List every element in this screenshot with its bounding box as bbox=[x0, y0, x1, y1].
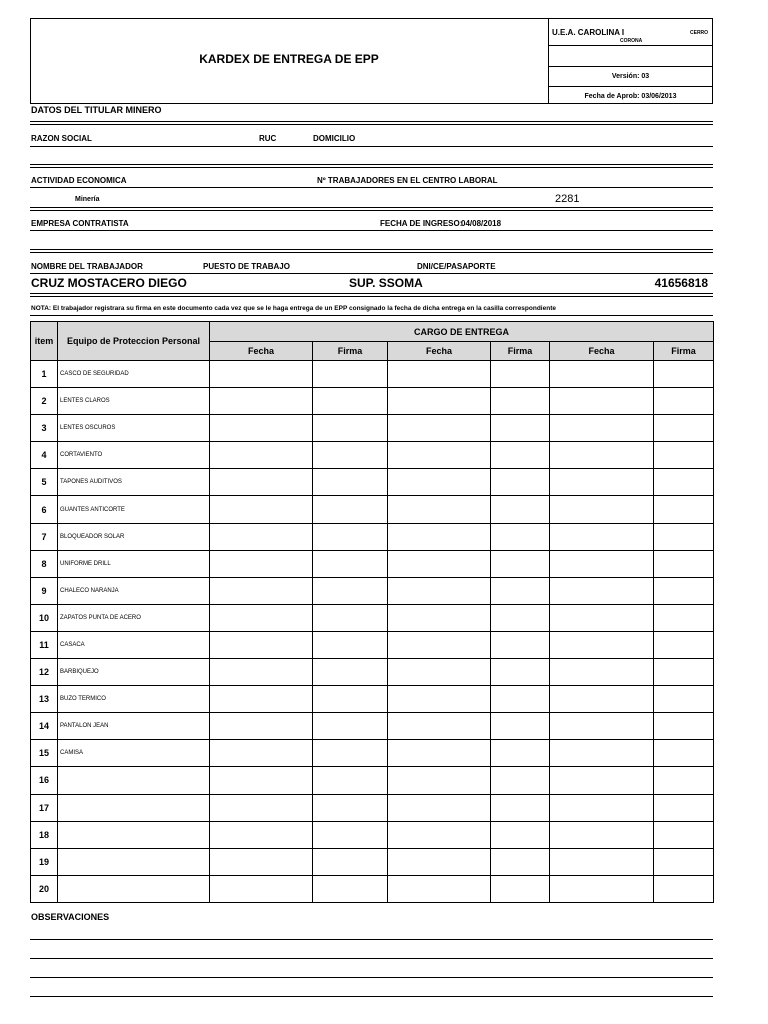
nombre-trabajador-value: CRUZ MOSTACERO DIEGO bbox=[31, 276, 187, 290]
fecha-cell[interactable] bbox=[388, 740, 491, 767]
fecha-cell[interactable] bbox=[550, 361, 654, 388]
firma-cell[interactable] bbox=[313, 821, 388, 848]
header-divider bbox=[548, 18, 549, 104]
item-number: 18 bbox=[31, 821, 58, 848]
fecha-cell[interactable] bbox=[388, 848, 491, 875]
fecha-cell[interactable] bbox=[388, 631, 491, 658]
puesto-trabajo-value: SUP. SSOMA bbox=[349, 276, 423, 290]
firma-cell[interactable] bbox=[313, 767, 388, 794]
item-number: 5 bbox=[31, 469, 58, 496]
item-number: 3 bbox=[31, 415, 58, 442]
divider bbox=[30, 296, 713, 297]
firma-cell[interactable] bbox=[654, 848, 714, 875]
divider bbox=[30, 187, 713, 188]
firma-cell[interactable] bbox=[491, 388, 550, 415]
dni-value: 41656818 bbox=[654, 276, 708, 290]
firma-cell[interactable] bbox=[654, 821, 714, 848]
fecha-cell[interactable] bbox=[550, 523, 654, 550]
divider bbox=[30, 249, 713, 250]
firma-cell[interactable] bbox=[491, 577, 550, 604]
table-row bbox=[31, 523, 714, 550]
fecha-cell[interactable] bbox=[550, 415, 654, 442]
equipo-name bbox=[58, 767, 210, 794]
fecha-cell[interactable] bbox=[550, 442, 654, 469]
fecha-cell[interactable] bbox=[388, 442, 491, 469]
firma-cell[interactable] bbox=[313, 550, 388, 577]
firma-cell[interactable] bbox=[654, 767, 714, 794]
fecha-cell[interactable] bbox=[550, 631, 654, 658]
fecha-cell[interactable] bbox=[388, 469, 491, 496]
firma-cell[interactable] bbox=[654, 875, 714, 902]
firma-cell[interactable] bbox=[313, 604, 388, 631]
firma-cell[interactable] bbox=[654, 604, 714, 631]
form-title: KARDEX DE ENTREGA DE EPP bbox=[199, 52, 379, 66]
equipo-name: CASACA bbox=[58, 631, 210, 658]
fecha-cell[interactable] bbox=[210, 631, 313, 658]
fecha-cell[interactable] bbox=[388, 361, 491, 388]
divider bbox=[30, 167, 713, 168]
fecha-cell[interactable] bbox=[550, 821, 654, 848]
fecha-cell[interactable] bbox=[210, 686, 313, 713]
fecha-cell[interactable] bbox=[210, 496, 313, 523]
col-fecha-header: Fecha bbox=[210, 342, 313, 361]
table-row bbox=[31, 713, 714, 740]
fecha-cell[interactable] bbox=[550, 767, 654, 794]
nota-text: NOTA: El trabajador registrara su firma en este documento cada vez que se le haga entrega de un EPP consignado la fecha de dicha entrega en la casilla correspondiente bbox=[31, 305, 556, 312]
fecha-cell[interactable] bbox=[550, 713, 654, 740]
equipo-name: LENTES CLAROS bbox=[58, 388, 210, 415]
empresa-contratista-label: EMPRESA CONTRATISTA bbox=[31, 219, 129, 228]
col-fecha-header: Fecha bbox=[550, 342, 654, 361]
firma-cell[interactable] bbox=[491, 848, 550, 875]
col-equipo-header: Equipo de Proteccion Personal bbox=[58, 322, 210, 361]
firma-cell[interactable] bbox=[491, 550, 550, 577]
firma-cell[interactable] bbox=[491, 523, 550, 550]
col-fecha-header: Fecha bbox=[388, 342, 491, 361]
equipo-name: UNIFORME DRILL bbox=[58, 550, 210, 577]
divider bbox=[30, 146, 713, 147]
fecha-cell[interactable] bbox=[388, 767, 491, 794]
equipo-name: GUANTES ANTICORTE bbox=[58, 496, 210, 523]
equipo-name: PANTALON JEAN bbox=[58, 713, 210, 740]
firma-cell[interactable] bbox=[654, 442, 714, 469]
equipo-name: BLOQUEADOR SOLAR bbox=[58, 523, 210, 550]
fecha-cell[interactable] bbox=[210, 577, 313, 604]
firma-cell[interactable] bbox=[313, 361, 388, 388]
item-number: 2 bbox=[31, 388, 58, 415]
fecha-cell[interactable] bbox=[388, 496, 491, 523]
item-number: 9 bbox=[31, 577, 58, 604]
fecha-cell[interactable] bbox=[550, 469, 654, 496]
equipo-name bbox=[58, 821, 210, 848]
firma-cell[interactable] bbox=[491, 496, 550, 523]
firma-cell[interactable] bbox=[313, 713, 388, 740]
firma-cell[interactable] bbox=[654, 469, 714, 496]
item-number: 14 bbox=[31, 713, 58, 740]
razon-social-label: RAZON SOCIAL bbox=[31, 134, 92, 143]
table-row bbox=[31, 767, 714, 794]
equipo-name: TAPONES AUDITIVOS bbox=[58, 469, 210, 496]
firma-cell[interactable] bbox=[491, 631, 550, 658]
firma-cell[interactable] bbox=[491, 713, 550, 740]
table-row bbox=[31, 415, 714, 442]
fecha-cell[interactable] bbox=[550, 604, 654, 631]
col-cargo-header: CARGO DE ENTREGA bbox=[210, 322, 714, 342]
fecha-cell[interactable] bbox=[550, 794, 654, 821]
header-divider-line bbox=[548, 86, 713, 87]
observaciones-line[interactable] bbox=[30, 939, 713, 940]
firma-cell[interactable] bbox=[491, 442, 550, 469]
fecha-cell[interactable] bbox=[210, 388, 313, 415]
n-trabajadores-value: 2281 bbox=[555, 193, 580, 205]
firma-cell[interactable] bbox=[313, 442, 388, 469]
fecha-cell[interactable] bbox=[550, 875, 654, 902]
fecha-cell[interactable] bbox=[210, 821, 313, 848]
domicilio-label: DOMICILIO bbox=[313, 134, 356, 143]
firma-cell[interactable] bbox=[654, 740, 714, 767]
divider bbox=[30, 315, 713, 316]
firma-cell[interactable] bbox=[491, 740, 550, 767]
fecha-cell[interactable] bbox=[550, 848, 654, 875]
firma-cell[interactable] bbox=[491, 469, 550, 496]
firma-cell[interactable] bbox=[313, 848, 388, 875]
fecha-cell[interactable] bbox=[388, 875, 491, 902]
table-row bbox=[31, 577, 714, 604]
uea-right-label: CERRO bbox=[690, 30, 709, 36]
fecha-cell[interactable] bbox=[210, 767, 313, 794]
firma-cell[interactable] bbox=[313, 388, 388, 415]
equipo-name bbox=[58, 848, 210, 875]
firma-cell[interactable] bbox=[313, 496, 388, 523]
firma-cell[interactable] bbox=[313, 469, 388, 496]
equipo-name: LENTES OSCUROS bbox=[58, 415, 210, 442]
item-number: 17 bbox=[31, 794, 58, 821]
fecha-ingreso-value: 04/08/2018 bbox=[461, 219, 502, 228]
firma-cell[interactable] bbox=[313, 577, 388, 604]
firma-cell[interactable] bbox=[654, 550, 714, 577]
fecha-ingreso-label: FECHA DE INGRESO: bbox=[380, 219, 463, 228]
table-row bbox=[31, 821, 714, 848]
fecha-cell[interactable] bbox=[388, 388, 491, 415]
fecha-cell[interactable] bbox=[210, 713, 313, 740]
fecha-cell[interactable] bbox=[550, 388, 654, 415]
item-number: 1 bbox=[31, 361, 58, 388]
firma-cell[interactable] bbox=[491, 361, 550, 388]
divider bbox=[30, 207, 713, 208]
equipo-name: BARBIQUEJO bbox=[58, 659, 210, 686]
item-number: 13 bbox=[31, 686, 58, 713]
fecha-cell[interactable] bbox=[210, 875, 313, 902]
fecha-cell[interactable] bbox=[210, 361, 313, 388]
table-row bbox=[31, 604, 714, 631]
item-number: 15 bbox=[31, 740, 58, 767]
divider bbox=[30, 252, 713, 253]
fecha-cell[interactable] bbox=[210, 604, 313, 631]
firma-cell[interactable] bbox=[313, 659, 388, 686]
fecha-cell[interactable] bbox=[210, 550, 313, 577]
fecha-cell[interactable] bbox=[550, 686, 654, 713]
fecha-cell[interactable] bbox=[210, 442, 313, 469]
item-number: 11 bbox=[31, 631, 58, 658]
firma-cell[interactable] bbox=[491, 875, 550, 902]
fecha-cell[interactable] bbox=[388, 550, 491, 577]
item-number: 19 bbox=[31, 848, 58, 875]
firma-cell[interactable] bbox=[654, 631, 714, 658]
observaciones-line[interactable] bbox=[30, 996, 713, 997]
equipo-name bbox=[58, 794, 210, 821]
item-number: 10 bbox=[31, 604, 58, 631]
table-row bbox=[31, 361, 714, 388]
table-row bbox=[31, 388, 714, 415]
col-firma-header: Firma bbox=[491, 342, 550, 361]
table-row bbox=[31, 740, 714, 767]
table-row bbox=[31, 686, 714, 713]
equipo-name bbox=[58, 875, 210, 902]
table-row bbox=[31, 442, 714, 469]
epp-table-body bbox=[31, 361, 714, 903]
actividad-value: Minería bbox=[75, 196, 100, 203]
table-row bbox=[31, 550, 714, 577]
observaciones-line[interactable] bbox=[30, 977, 713, 978]
firma-cell[interactable] bbox=[313, 740, 388, 767]
firma-cell[interactable] bbox=[491, 686, 550, 713]
firma-cell[interactable] bbox=[654, 713, 714, 740]
divider bbox=[30, 293, 713, 294]
divider bbox=[30, 164, 713, 165]
table-row bbox=[31, 794, 714, 821]
fecha-cell[interactable] bbox=[210, 740, 313, 767]
table-row bbox=[31, 631, 714, 658]
firma-cell[interactable] bbox=[491, 659, 550, 686]
header-divider-line bbox=[548, 45, 713, 46]
equipo-name: ZAPATOS PUNTA DE ACERO bbox=[58, 604, 210, 631]
equipo-name: BUZO TERMICO bbox=[58, 686, 210, 713]
fecha-cell[interactable] bbox=[388, 523, 491, 550]
divider bbox=[30, 121, 713, 122]
titular-section-label: DATOS DEL TITULAR MINERO bbox=[31, 105, 162, 115]
epp-table bbox=[30, 321, 714, 903]
firma-cell[interactable] bbox=[654, 388, 714, 415]
firma-cell[interactable] bbox=[654, 361, 714, 388]
fecha-cell[interactable] bbox=[210, 469, 313, 496]
observaciones-line[interactable] bbox=[30, 958, 713, 959]
divider bbox=[30, 230, 713, 231]
table-row bbox=[31, 875, 714, 902]
item-number: 8 bbox=[31, 550, 58, 577]
actividad-label: ACTIVIDAD ECONOMICA bbox=[31, 176, 127, 185]
item-number: 16 bbox=[31, 767, 58, 794]
fecha-cell[interactable] bbox=[210, 659, 313, 686]
table-row bbox=[31, 659, 714, 686]
table-row bbox=[31, 848, 714, 875]
divider bbox=[30, 124, 713, 125]
observaciones-label: OBSERVACIONES bbox=[31, 912, 110, 922]
col-firma-header: Firma bbox=[313, 342, 388, 361]
fecha-cell[interactable] bbox=[210, 523, 313, 550]
fecha-cell[interactable] bbox=[210, 415, 313, 442]
firma-cell[interactable] bbox=[491, 415, 550, 442]
equipo-name: CAMISA bbox=[58, 740, 210, 767]
table-row bbox=[31, 469, 714, 496]
fecha-cell[interactable] bbox=[550, 740, 654, 767]
fecha-cell[interactable] bbox=[388, 415, 491, 442]
firma-cell[interactable] bbox=[313, 794, 388, 821]
fecha-cell[interactable] bbox=[550, 550, 654, 577]
fecha-cell[interactable] bbox=[388, 794, 491, 821]
ruc-label: RUC bbox=[259, 134, 277, 143]
firma-cell[interactable] bbox=[313, 631, 388, 658]
item-number: 6 bbox=[31, 496, 58, 523]
col-item-header: item bbox=[31, 322, 58, 361]
equipo-name: CASCO DE SEGURIDAD bbox=[58, 361, 210, 388]
fecha-cell[interactable] bbox=[550, 659, 654, 686]
fecha-cell[interactable] bbox=[388, 821, 491, 848]
firma-cell[interactable] bbox=[491, 794, 550, 821]
fecha-cell[interactable] bbox=[210, 794, 313, 821]
firma-cell[interactable] bbox=[654, 686, 714, 713]
firma-cell[interactable] bbox=[313, 415, 388, 442]
uea-label: U.E.A. CAROLINA I bbox=[552, 28, 625, 37]
item-number: 4 bbox=[31, 442, 58, 469]
fecha-cell[interactable] bbox=[388, 577, 491, 604]
approval-date-label: Fecha de Aprob: 03/06/2013 bbox=[584, 93, 677, 100]
fecha-cell[interactable] bbox=[388, 713, 491, 740]
firma-cell[interactable] bbox=[654, 659, 714, 686]
firma-cell[interactable] bbox=[654, 794, 714, 821]
firma-cell[interactable] bbox=[313, 875, 388, 902]
fecha-cell[interactable] bbox=[550, 496, 654, 523]
item-number: 12 bbox=[31, 659, 58, 686]
header-divider-line bbox=[548, 66, 713, 67]
uea-sub-label: CORONA bbox=[620, 38, 643, 44]
item-number: 7 bbox=[31, 523, 58, 550]
equipo-name: CHALECO NARANJA bbox=[58, 577, 210, 604]
firma-cell[interactable] bbox=[654, 523, 714, 550]
item-number: 20 bbox=[31, 875, 58, 902]
divider bbox=[30, 273, 713, 274]
puesto-trabajo-label: PUESTO DE TRABAJO bbox=[203, 262, 290, 271]
firma-cell[interactable] bbox=[491, 767, 550, 794]
firma-cell[interactable] bbox=[313, 686, 388, 713]
version-label: Versión: 03 bbox=[611, 73, 650, 80]
firma-cell[interactable] bbox=[491, 604, 550, 631]
firma-cell[interactable] bbox=[313, 523, 388, 550]
firma-cell[interactable] bbox=[491, 821, 550, 848]
table-row bbox=[31, 496, 714, 523]
firma-cell[interactable] bbox=[654, 577, 714, 604]
equipo-name: CORTAVIENTO bbox=[58, 442, 210, 469]
fecha-cell[interactable] bbox=[210, 848, 313, 875]
nombre-trabajador-label: NOMBRE DEL TRABAJADOR bbox=[31, 262, 143, 271]
fecha-cell[interactable] bbox=[388, 604, 491, 631]
fecha-cell[interactable] bbox=[388, 686, 491, 713]
firma-cell[interactable] bbox=[654, 496, 714, 523]
divider bbox=[30, 210, 713, 211]
col-firma-header: Firma bbox=[654, 342, 714, 361]
fecha-cell[interactable] bbox=[388, 659, 491, 686]
firma-cell[interactable] bbox=[654, 415, 714, 442]
n-trabajadores-label: Nº TRABAJADORES EN EL CENTRO LABORAL bbox=[317, 176, 498, 185]
fecha-cell[interactable] bbox=[550, 577, 654, 604]
dni-label: DNI/CE/PASAPORTE bbox=[417, 262, 496, 271]
